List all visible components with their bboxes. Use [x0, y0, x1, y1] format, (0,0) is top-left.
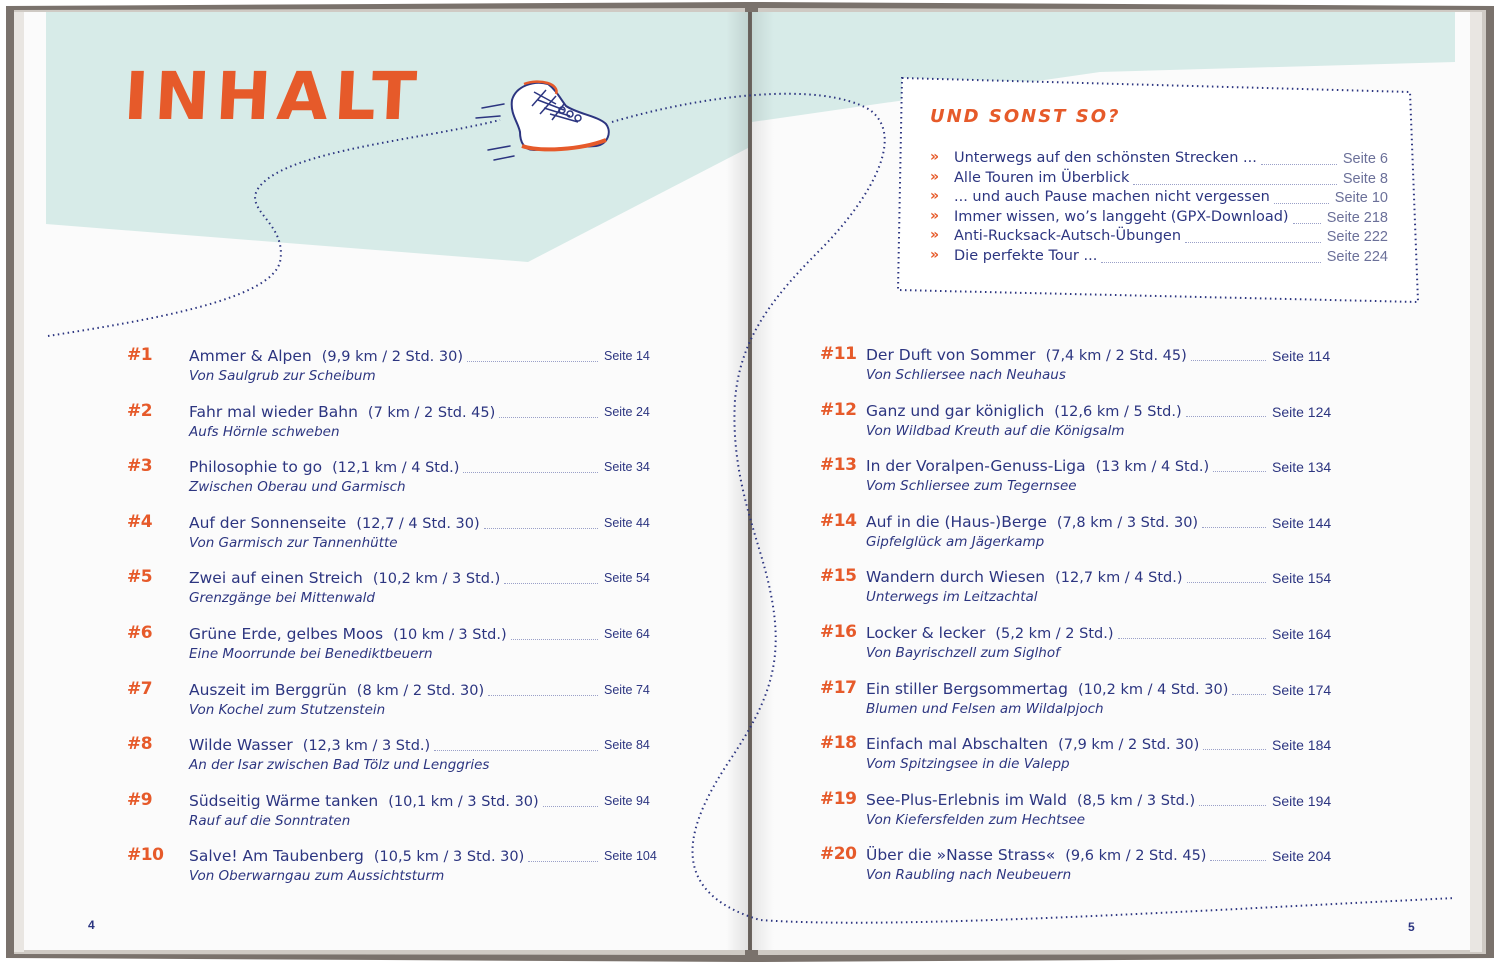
tour-subtitle: Von Kochel zum Stutzenstein — [189, 701, 386, 718]
dot-leader — [488, 695, 598, 696]
tour-stats: (5,2 km / 2 Std.) — [995, 626, 1114, 642]
sidebar-item-page: Seite 8 — [1342, 170, 1388, 187]
tour-page[interactable]: Seite 64 — [604, 627, 650, 641]
tour-stats: (8,5 km / 3 Std.) — [1076, 792, 1196, 809]
tour-page[interactable]: Seite 134 — [1272, 459, 1332, 476]
tour-title-line[interactable] — [189, 681, 484, 699]
tour-page[interactable]: Seite 174 — [1272, 681, 1332, 698]
tour-subtitle: Unterwegs im Leitzachtal — [866, 589, 1038, 606]
tour-page[interactable]: Seite 144 — [1272, 514, 1332, 531]
tour-number: #15 — [820, 566, 857, 587]
tour-title[interactable]: Zwei auf einen Streich — [189, 569, 363, 588]
tour-title[interactable]: Wandern durch Wiesen — [866, 568, 1046, 587]
dot-leader — [543, 806, 598, 807]
tour-stats: (7 km / 2 Std. 45) — [367, 404, 496, 421]
tour-page[interactable]: Seite 44 — [604, 515, 650, 530]
tour-subtitle: Gipfelglück am Jägerkamp — [866, 533, 1045, 550]
dot-leader — [1185, 242, 1321, 243]
tour-number: #2 — [127, 400, 153, 421]
tour-title-line[interactable] — [866, 346, 1187, 364]
tour-page[interactable]: Seite 164 — [1272, 626, 1332, 642]
tour-subtitle: Blumen und Felsen am Wildalpjoch — [866, 700, 1104, 717]
chevron-icon: » — [930, 168, 940, 185]
tour-title[interactable]: See-Plus-Erlebnis im Wald — [866, 790, 1067, 809]
tour-stats: (7,9 km / 2 Std. 30) — [1058, 737, 1200, 754]
sidebar-item-label[interactable]: Alle Touren im Überblick — [954, 169, 1130, 186]
dot-leader — [1293, 223, 1321, 224]
tour-number: #5 — [127, 567, 153, 588]
chevron-icon: » — [930, 188, 940, 205]
tour-title[interactable]: Über die »Nasse Strass« — [866, 846, 1056, 865]
tour-title[interactable]: Philosophie to go — [189, 458, 323, 477]
tour-title[interactable]: Wilde Wasser — [189, 736, 293, 755]
tour-stats: (9,9 km / 2 Std. 30) — [321, 349, 463, 365]
tour-number: #8 — [127, 734, 153, 755]
tour-stats: (10,5 km / 3 Std. 30) — [373, 849, 525, 866]
tour-subtitle: Von Wildbad Kreuth auf die Königsalm — [866, 422, 1125, 439]
tour-stats: (12,6 km / 5 Std.) — [1054, 403, 1182, 420]
tour-stats: (7,4 km / 2 Std. 45) — [1045, 348, 1187, 364]
tour-page[interactable]: Seite 204 — [1272, 848, 1332, 865]
tour-title[interactable]: In der Voralpen-Genuss-Liga — [866, 457, 1086, 476]
tour-number: #7 — [127, 678, 153, 699]
dot-leader — [1101, 262, 1320, 263]
tour-title[interactable]: Auf in die (Haus-)Berge — [866, 512, 1047, 531]
tour-title[interactable]: Salve! Am Taubenberg — [189, 847, 364, 866]
tour-title[interactable]: Südseitig Wärme tanken — [189, 791, 379, 810]
sidebar-item-page: Seite 224 — [1326, 249, 1388, 265]
dot-leader — [484, 528, 598, 529]
tour-title[interactable]: Grüne Erde, gelbes Moos — [189, 625, 384, 643]
dot-leader — [1199, 805, 1266, 806]
tour-title[interactable]: Der Duft von Sommer — [866, 346, 1036, 364]
tour-stats: (9,6 km / 2 Std. 45) — [1065, 848, 1207, 865]
tour-title-line[interactable] — [189, 347, 463, 365]
tour-subtitle: Von Raubling nach Neubeuern — [866, 867, 1072, 884]
tour-title-line[interactable] — [866, 457, 1209, 475]
dot-leader — [1118, 638, 1267, 639]
dot-leader — [504, 583, 598, 584]
sidebar-item-page: Seite 10 — [1334, 190, 1388, 207]
tour-title-line[interactable] — [866, 846, 1206, 864]
page-title: INHALT — [121, 58, 425, 135]
tour-stats: (12,7 km / 4 Std.) — [1055, 570, 1183, 587]
tour-title-line[interactable] — [189, 569, 500, 587]
tour-stats: (12,7 / 4 Std. 30) — [356, 515, 480, 532]
dot-leader — [1186, 416, 1266, 417]
dot-leader — [1232, 694, 1266, 695]
sidebar-item-label[interactable]: Die perfekte Tour ... — [954, 248, 1098, 264]
tour-title[interactable]: Locker & lecker — [866, 624, 986, 642]
chevron-icon: » — [930, 227, 940, 244]
tour-title[interactable]: Auszeit im Berggrün — [189, 680, 347, 699]
tour-title[interactable]: Ein stiller Bergsommertag — [866, 679, 1068, 698]
tour-stats: (12,3 km / 3 Std.) — [302, 738, 431, 755]
tour-subtitle: Von Oberwarngau zum Aussichtsturm — [189, 868, 445, 885]
tour-title-line[interactable] — [866, 568, 1183, 586]
tour-subtitle: Aufs Hörnle schweben — [189, 423, 340, 440]
tour-subtitle: Vom Schliersee zum Tegernsee — [866, 478, 1077, 495]
tour-page[interactable]: Seite 24 — [604, 404, 650, 419]
sidebar-item-label[interactable]: ... und auch Pause machen nicht vergessen — [954, 189, 1270, 206]
tour-number: #19 — [820, 788, 857, 809]
tour-title-line[interactable] — [189, 458, 459, 476]
tour-subtitle: Zwischen Oberau und Garmisch — [189, 479, 406, 496]
tour-title-line[interactable] — [866, 513, 1198, 531]
tour-stats: (10,1 km / 3 Std. 30) — [388, 793, 539, 810]
dot-leader — [1187, 582, 1267, 583]
tour-page[interactable]: Seite 154 — [1272, 570, 1332, 587]
tour-number: #10 — [127, 845, 164, 866]
tour-subtitle: Von Saulgrub zur Scheibum — [189, 368, 376, 384]
tour-title[interactable]: Ammer & Alpen — [189, 347, 312, 365]
tour-subtitle: An der Isar zwischen Bad Tölz und Lenggries — [189, 757, 490, 774]
tour-number: #6 — [127, 623, 153, 643]
dot-leader — [1202, 527, 1266, 528]
tour-page[interactable]: Seite 84 — [604, 738, 650, 753]
dot-leader — [1133, 184, 1336, 185]
tour-page[interactable]: Seite 34 — [604, 460, 650, 475]
tour-stats: (10,2 km / 4 Std. 30) — [1077, 681, 1229, 698]
tour-number: #17 — [820, 677, 857, 698]
dot-leader — [463, 472, 598, 473]
tour-subtitle: Von Garmisch zur Tannenhütte — [189, 534, 398, 551]
sidebar-item-label[interactable]: Immer wissen, wo’s langgeht (GPX-Download) — [954, 208, 1289, 225]
tour-title-line[interactable] — [189, 514, 480, 532]
tour-number: #9 — [127, 789, 153, 810]
dot-leader — [511, 639, 598, 640]
tour-page[interactable]: Seite 94 — [604, 793, 650, 808]
tour-page[interactable]: Seite 114 — [1272, 348, 1331, 364]
chevron-icon: » — [930, 207, 940, 224]
page-number-left: 4 — [88, 918, 95, 932]
dot-leader — [1261, 164, 1337, 165]
tour-number: #18 — [820, 733, 857, 754]
tour-stats: (12,1 km / 4 Std.) — [332, 460, 460, 477]
tour-number: #14 — [820, 510, 857, 531]
dot-leader — [434, 750, 598, 751]
tour-stats: (13 km / 4 Std.) — [1095, 459, 1210, 476]
tour-number: #12 — [820, 399, 857, 420]
tour-number: #3 — [127, 456, 153, 477]
dot-leader — [1191, 360, 1266, 361]
dot-leader — [1274, 203, 1329, 204]
tour-title-line[interactable] — [189, 792, 539, 810]
tour-title-line[interactable] — [189, 403, 495, 421]
tour-subtitle: Von Schliersee nach Neuhaus — [866, 367, 1066, 383]
tour-title-line[interactable] — [866, 735, 1199, 753]
sidebar-title: UND SONST SO? — [930, 106, 1121, 127]
tour-number: #16 — [820, 622, 857, 642]
tour-title[interactable]: Ganz und gar königlich — [866, 401, 1045, 420]
dot-leader — [528, 861, 598, 862]
sidebar-item-page: Seite 222 — [1326, 229, 1388, 246]
tour-title[interactable]: Einfach mal Abschalten — [866, 735, 1049, 754]
tour-page[interactable]: Seite 124 — [1272, 403, 1332, 420]
tour-subtitle: Von Bayrischzell zum Siglhof — [866, 645, 1060, 661]
tour-page[interactable]: Seite 184 — [1272, 737, 1332, 754]
tour-page[interactable]: Seite 54 — [604, 571, 650, 586]
tour-subtitle: Rauf auf die Sonntraten — [189, 812, 351, 829]
tour-stats: (10 km / 3 Std.) — [393, 627, 507, 643]
tour-title-line[interactable] — [866, 402, 1182, 420]
tour-number: #13 — [820, 455, 857, 476]
tour-title-line[interactable] — [189, 736, 430, 754]
dot-leader — [467, 361, 598, 362]
tour-title-line[interactable] — [866, 680, 1228, 698]
dot-leader — [499, 417, 598, 418]
tour-page[interactable]: Seite 104 — [604, 849, 657, 864]
page-number-right: 5 — [1408, 920, 1415, 934]
tour-title-line[interactable] — [866, 624, 1114, 642]
tour-subtitle: Eine Moorrunde bei Benediktbeuern — [189, 646, 433, 662]
tour-subtitle: Vom Spitzingsee in die Valepp — [866, 756, 1070, 773]
dot-leader — [1213, 471, 1266, 472]
tour-stats: (10,2 km / 3 Std.) — [372, 571, 501, 588]
tour-title[interactable]: Fahr mal wieder Bahn — [189, 402, 358, 421]
chevron-icon: » — [930, 149, 940, 165]
sidebar-item-page: Seite 6 — [1342, 151, 1388, 167]
tour-subtitle: Grenzgänge bei Mittenwald — [189, 590, 375, 607]
tour-page[interactable]: Seite 14 — [604, 349, 650, 363]
tour-page[interactable]: Seite 194 — [1272, 792, 1332, 809]
tour-number: #20 — [820, 844, 857, 865]
sidebar-item-label[interactable]: Anti-Rucksack-Autsch-Übungen — [954, 228, 1182, 245]
tour-stats: (7,8 km / 3 Std. 30) — [1056, 514, 1199, 531]
tour-stats: (8 km / 2 Std. 30) — [356, 682, 485, 699]
tour-number: #11 — [820, 344, 857, 364]
dot-leader — [1210, 860, 1266, 861]
tour-number: #4 — [127, 511, 153, 532]
chevron-icon: » — [930, 247, 940, 263]
dot-leader — [1203, 749, 1266, 750]
sidebar-item-page: Seite 218 — [1326, 209, 1388, 226]
tour-title[interactable]: Auf der Sonnenseite — [189, 513, 347, 532]
tour-number: #1 — [127, 345, 153, 365]
tour-title-line[interactable] — [189, 847, 524, 865]
sidebar-item-label[interactable]: Unterwegs auf den schönsten Strecken ... — [954, 150, 1257, 166]
tour-page[interactable]: Seite 74 — [604, 682, 650, 697]
tour-subtitle: Von Kiefersfelden zum Hechtsee — [866, 811, 1086, 828]
tour-title-line[interactable] — [189, 625, 507, 643]
tour-title-line[interactable] — [866, 791, 1195, 809]
